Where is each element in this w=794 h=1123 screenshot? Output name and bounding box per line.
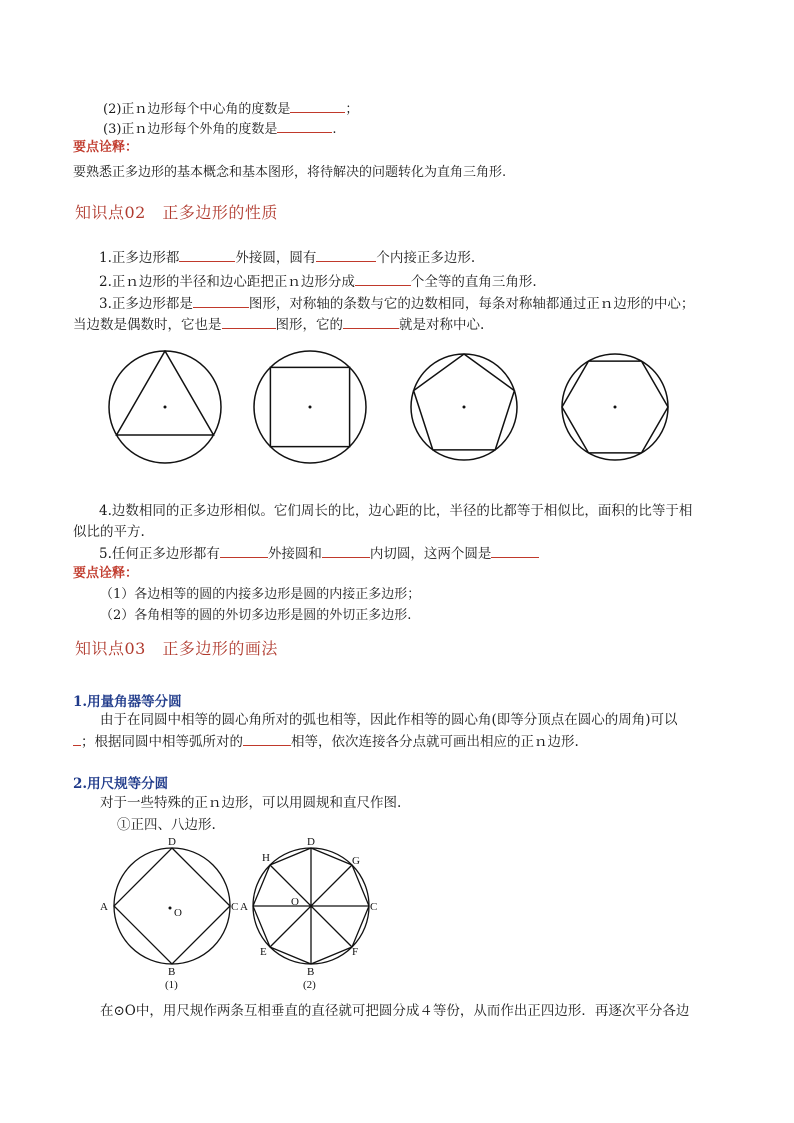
text: 图形，对称轴的条数与它的边数相同，每条对称轴都通过正ｎ边形的中心； (248, 296, 695, 312)
label-H: H (262, 852, 270, 864)
label-O: O (174, 907, 182, 919)
label-B2: B (307, 966, 315, 978)
property-1 (99, 247, 475, 268)
blank (179, 247, 235, 262)
content-line (103, 98, 358, 119)
property-4: 4.边数相同的正多边形相似。它们周长的比，边心距的比，半径的比都等于相似比，面积的比等于相 (99, 503, 693, 519)
blank (73, 731, 81, 746)
label-C: C (231, 901, 239, 913)
text: 外接圆和 (267, 546, 322, 562)
caption-2: (2) (303, 979, 316, 991)
text: 个全等的直角三角形. (410, 274, 537, 290)
label-C2: C (370, 901, 378, 913)
tip-text: 要熟悉正多边形的基本概念和基本图形，将待解决的问题转化为直角三角形. (73, 165, 507, 180)
blank (220, 543, 268, 558)
label-E: E (260, 946, 267, 958)
text: 就是对称中心. (399, 317, 485, 333)
text: 外接圆，圆有 (235, 250, 317, 266)
blank (322, 543, 370, 558)
circle-1 (114, 848, 230, 964)
blank (243, 731, 291, 746)
text: ；根据同圆中相等弧所对的 (81, 734, 243, 750)
method-line: 在⊙O中，用尺规作两条互相垂直的直径就可把圆分成４等份，从而作出正四边形．再逐次平分各边 (100, 1003, 690, 1019)
blank (491, 543, 539, 558)
inscribed-triangle (117, 351, 214, 435)
text: 3.正多边形都是 (99, 296, 193, 312)
method-line: 由于在同圆中相等的圆心角所对的弧也相等，因此作相等的圆心角(即等分顶点在圆心的周角)可以 (100, 712, 678, 728)
text: . (332, 122, 337, 137)
label-F: F (352, 946, 359, 958)
content-line (103, 118, 337, 139)
blank (290, 98, 345, 113)
text: 当边数是偶数时，它也是 (73, 317, 222, 333)
blank (343, 314, 399, 329)
text: 相等，依次连接各分点就可画出相应的正ｎ边形. (291, 734, 579, 750)
label-A2: A (240, 901, 248, 913)
text: 个内接正多边形. (376, 250, 476, 266)
text: 5.任何正多边形都有 (99, 546, 220, 562)
method-line: 对于一些特殊的正ｎ边形，可以用圆规和直尺作图. (100, 795, 402, 811)
property-5 (99, 543, 539, 564)
tip-line: （1）各边相等的圆的内接多边形是圆的内接正多边形； (100, 587, 421, 602)
property-4-cont: 似比的平方. (73, 524, 145, 540)
section-title: 知识点03 正多边形的画法 (75, 639, 278, 658)
label-G: G (352, 855, 360, 867)
method-line: ①正四、八边形. (117, 817, 216, 833)
text: (3)正ｎ边形每个外角的度数是 (103, 122, 278, 137)
label-A: A (100, 901, 108, 913)
blank (316, 247, 376, 262)
tip-title: 要点诠释： (73, 140, 139, 155)
property-3-cont (73, 314, 484, 335)
label-O2: O (291, 896, 299, 908)
tip-line: （2）各角相等的圆的外切多边形是圆的外切正多边形. (100, 608, 412, 623)
method-title: 2.用尺规等分圆 (73, 776, 169, 792)
blank (277, 118, 332, 133)
label-B: B (168, 966, 176, 978)
caption-1: (1) (165, 979, 178, 991)
blank (222, 314, 276, 329)
property-2 (99, 271, 537, 292)
section-title: 知识点02 正多边形的性质 (75, 203, 278, 222)
label-D2: D (307, 836, 315, 848)
blank (355, 271, 411, 286)
construction-figures (90, 835, 390, 995)
text: ； (345, 102, 359, 117)
property-3 (99, 293, 694, 314)
text: 1.正多边形都 (99, 250, 180, 266)
text: 内切圆，这两个圆是 (369, 546, 492, 562)
text: (2)正ｎ边形每个中心角的度数是 (103, 102, 291, 117)
blank (193, 293, 249, 308)
tip-title: 要点诠释： (73, 566, 139, 581)
text: 2.正ｎ边形的半径和边心距把正ｎ边形分成 (99, 274, 355, 290)
method-title: 1.用量角器等分圆 (73, 694, 182, 710)
text: 图形，它的 (275, 317, 343, 333)
label-D: D (168, 836, 176, 848)
polygon-figures (100, 350, 700, 475)
method-line (73, 731, 579, 752)
